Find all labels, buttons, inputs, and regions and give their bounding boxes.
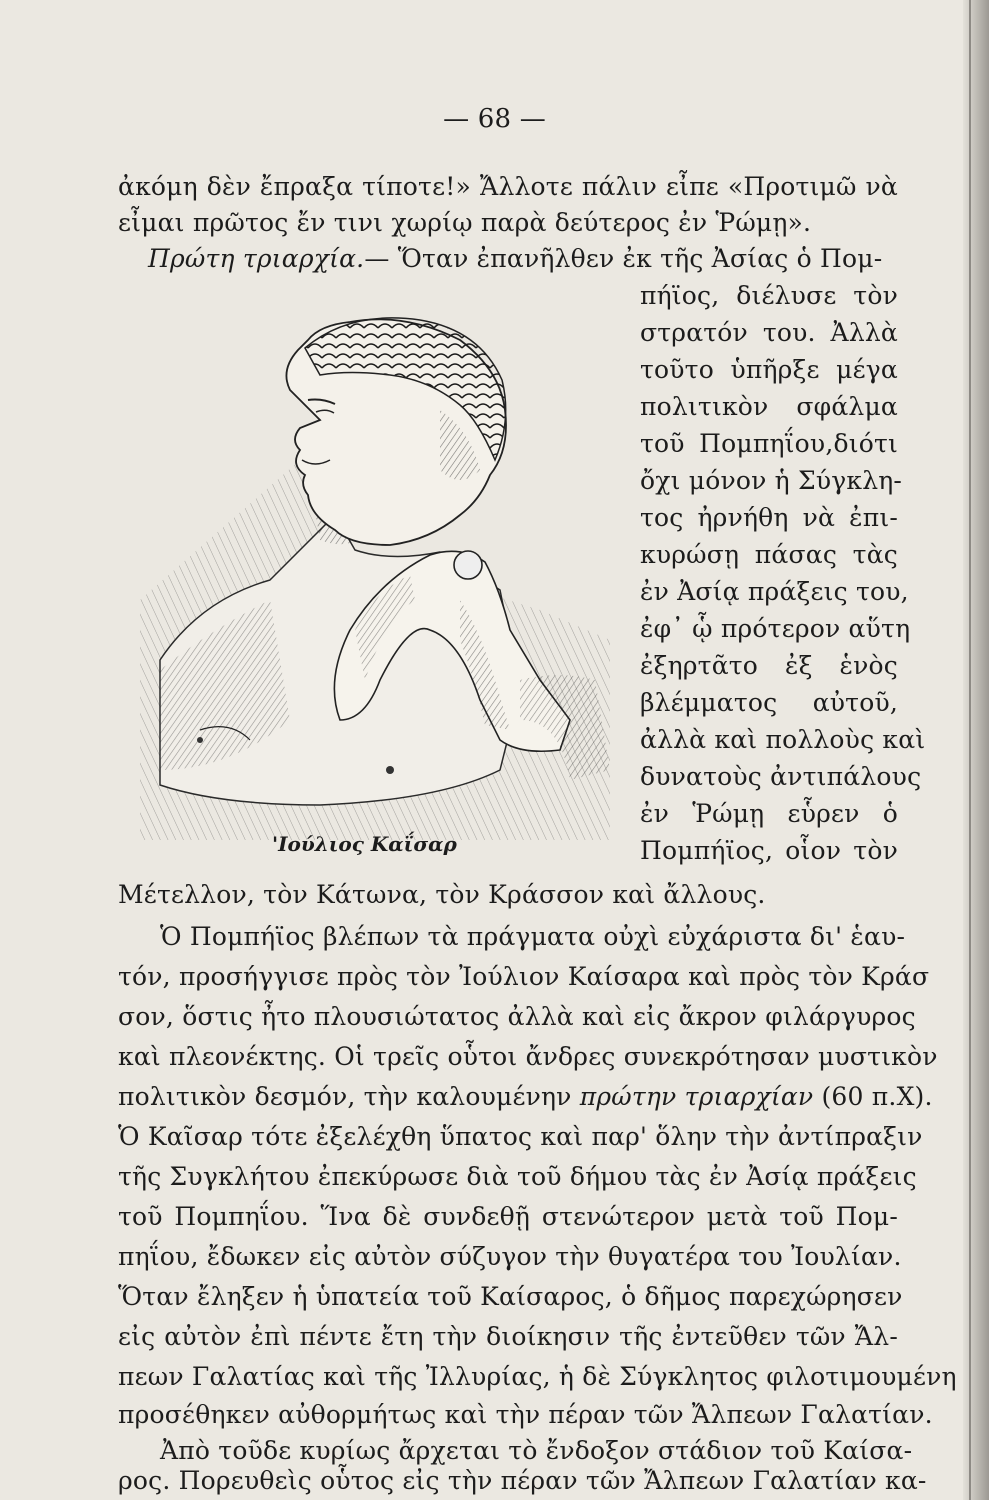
binding-edge	[969, 0, 971, 1500]
body-line: εἰς αὐτὸν ἐπὶ πέντε ἔτη τὴν διοίκησιν τῆς ἐντεῦθεν τῶν Ἄλ-	[118, 1322, 898, 1351]
subheading: Πρώτη τριαρχία.	[148, 244, 365, 273]
body-line: Μέτελλον, τὸν Κάτωνα, τὸν Κράσσον καὶ ἄλλους.	[118, 880, 766, 909]
text-line-1: ἀκόμη δὲν ἔπραξα τίποτε!» Ἄλλοτε πάλιν εἶπε «Προτιμῶ νὰ	[118, 172, 898, 201]
right-column-line: τοῦ Πομπηΐου,διότι	[640, 429, 898, 458]
body-line: καὶ πλεονέκτης. Οἱ τρεῖς οὗτοι ἄνδρες συνεκρότησαν μυστικὸν	[118, 1042, 938, 1071]
body-line: Ὁ Πομπήϊος βλέπων τὰ πράγματα οὐχὶ εὐχάριστα δι' ἑαυ-	[160, 922, 906, 951]
body-line-part: (60 π.Χ).	[813, 1082, 933, 1111]
right-column-line: δυνατοὺς ἀντιπάλους	[640, 762, 922, 791]
body-line: ρος. Πορευθεὶς οὗτος εἰς τὴν πέραν τῶν Ἄλπεων Γαλατίαν κα-	[118, 1466, 927, 1495]
right-column-line: ἐν Ῥώμῃ εὗρεν ὁ	[640, 799, 898, 828]
right-column-line: στρατόν του. Ἀλλὰ	[640, 318, 898, 347]
portrait-caption: 'Ιούλιος Καΐσαρ	[272, 832, 457, 856]
body-line: τοῦ Πομπηΐου. Ἵνα δὲ συνδεθῇ στενώτερον μετὰ τοῦ Πομ-	[118, 1202, 898, 1231]
body-line: τῆς Συγκλήτου ἐπεκύρωσε διὰ τοῦ δήμου τὰς ἐν Ἀσίᾳ πράξεις	[118, 1162, 917, 1191]
body-line: τόν, προσήγγισε πρὸς τὸν Ἰούλιον Καίσαρα καὶ πρὸς τὸν Κράσ	[118, 962, 930, 991]
right-column-line: τοῦτο ὑπῆρξε μέγα	[640, 355, 898, 384]
right-column-line: πολιτικὸν σφάλμα	[640, 392, 898, 421]
body-line: πεων Γαλατίας καὶ τῆς Ἰλλυρίας, ἡ δὲ Σύγκλητος φιλοτιμουμένη	[118, 1362, 957, 1391]
right-column-line: κυρώσῃ πάσας τὰς	[640, 540, 898, 569]
right-column-line: ἐξηρτᾶτο ἐξ ἑνὸς	[640, 651, 898, 680]
page-binding-shadow	[963, 0, 989, 1500]
right-column-line: ἐφ᾽ ᾧ πρότερον αὕτη	[640, 614, 911, 643]
text-line-3	[148, 244, 882, 274]
body-line: σον, ὅστις ἦτο πλουσιώτατος ἀλλὰ καὶ εἰς ἄκρον φιλάργυρος	[118, 1002, 916, 1031]
right-column-line: ἐν Ἀσίᾳ πράξεις του,	[640, 577, 909, 606]
right-column-line: Πομπήϊος, οἷον τὸν	[640, 836, 898, 865]
emphasis-first-triumvirate: πρώτην τριαρχίαν	[579, 1082, 814, 1111]
right-column-line: ὄχι μόνον ἡ Σύγκλη-	[640, 466, 903, 495]
body-line: προσέθηκεν αὐθορμήτως καὶ τὴν πέραν τῶν Ἄλπεων Γαλατίαν.	[118, 1400, 933, 1429]
body-line: Ὁ Καῖσαρ τότε ἐξελέχθη ὕπατος καὶ παρ' ὅλην τὴν ἀντίπραξιν	[118, 1122, 923, 1151]
right-column-line: πήϊος, διέλυσε τὸν	[640, 281, 898, 310]
body-line: Ἀπὸ τοῦδε κυρίως ἄρχεται τὸ ἔνδοξον στάδιον τοῦ Καίσα-	[160, 1436, 913, 1465]
right-column-line: τος ἠρνήθη νὰ ἐπι-	[640, 503, 898, 532]
julius-caesar-bust-engraving	[140, 300, 615, 840]
right-column-line: ἀλλὰ καὶ πολλοὺς καὶ	[640, 725, 926, 754]
text-line-3-rest: — Ὅταν ἐπανῆλθεν ἐκ τῆς Ἀσίας ὁ Πομ-	[364, 244, 883, 273]
text-line-2: εἶμαι πρῶτος ἔν τινι χωρίῳ παρὰ δεύτερος ἐν Ῥώμῃ».	[118, 208, 812, 237]
body-line: πηΐου, ἔδωκεν εἰς αὐτὸν σύζυγον τὴν θυγατέρα του Ἰουλίαν.	[118, 1242, 902, 1271]
body-line-part: πολιτικὸν δεσμόν, τὴν καλουμένην	[118, 1082, 580, 1111]
body-line: Ὅταν ἔληξεν ἡ ὑπατεία τοῦ Καίσαρος, ὁ δῆμος παρεχώρησεν	[118, 1282, 903, 1311]
page-number: — 68 —	[443, 104, 546, 134]
body-line	[118, 1082, 933, 1112]
right-column-line: βλέμματος αὐτοῦ,	[640, 688, 898, 717]
